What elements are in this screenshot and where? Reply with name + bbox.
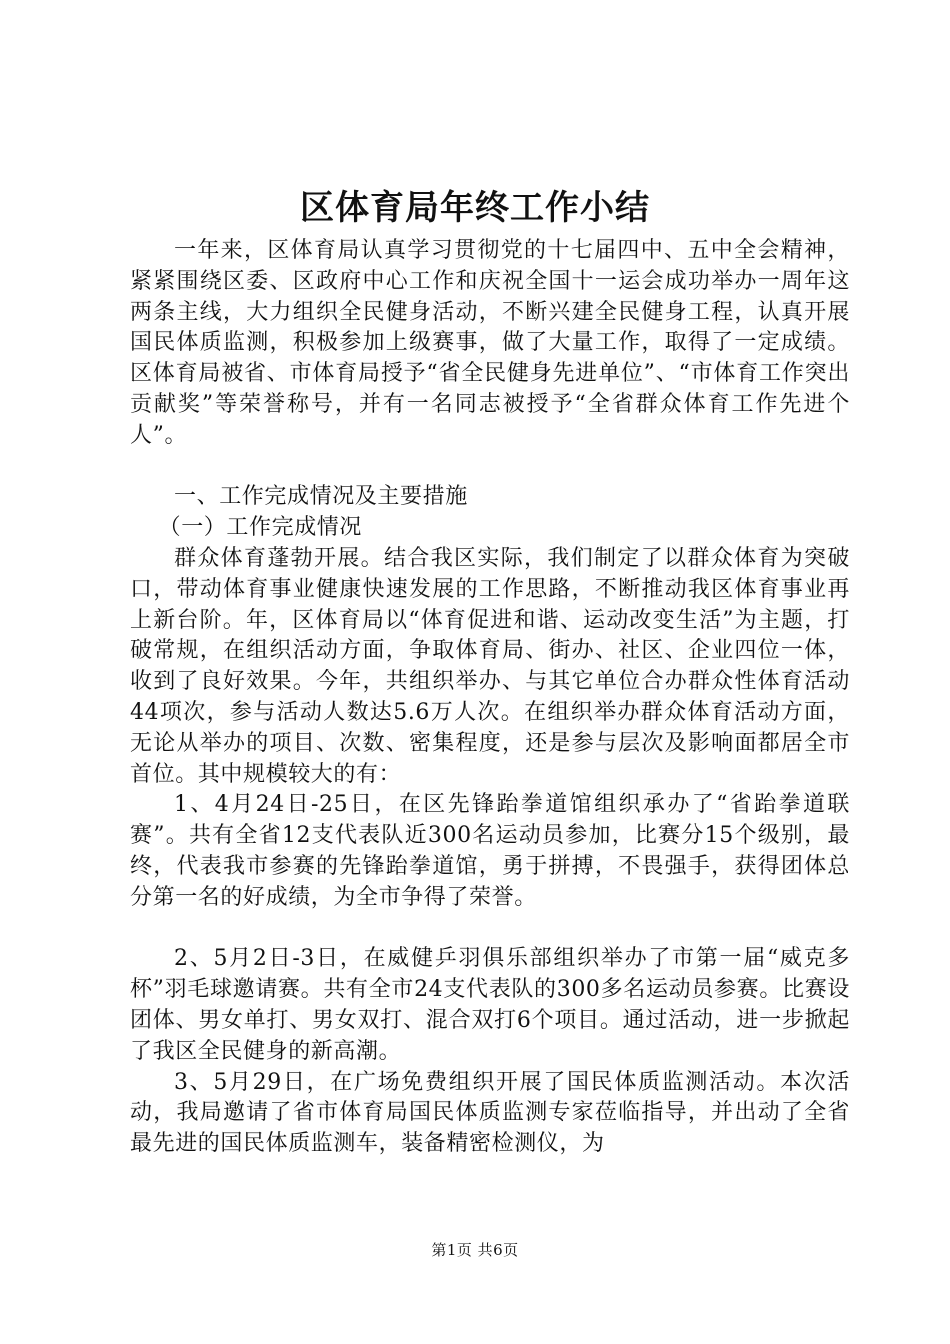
paragraph-gap [130, 452, 850, 483]
document-title: 区体育局年终工作小结 [300, 188, 650, 228]
subsection-heading: （一）工作完成情况 [158, 515, 362, 541]
list-item-2: 2、5月2日-3日，在威健乒羽俱乐部组织举办了市第一届“威克多杯”羽毛球邀请赛。共有全市24支代表队的300多名运动员参赛。比赛设团体、男女单打、男女双打、混合双打6个项目。通过活动，进一步掀起了我区全民健身的新高潮。 [130, 946, 850, 1064]
document-body [130, 236, 850, 1160]
intro-paragraph: 一年来，区体育局认真学习贯彻党的十七届四中、五中全会精神，紧紧围绕区委、区政府中心工作和庆祝全国十一运会成功举办一周年这两条主线，大力组织全民健身活动，不断兴建全民健身工程，认真开展国民体质监测，积极参加上级赛事，做了大量工作，取得了一定成绩。区体育局被省、市体育局授予“省全民健身先进单位”、“市体育工作突出贡献奖”等荣誉称号，并有一名同志被授予“全省群众体育工作先进个人”。 [130, 238, 850, 448]
paragraph-gap [130, 914, 850, 945]
list-item-3: 3、5月29日，在广场免费组织开展了国民体质监测活动。本次活动，我局邀请了省市体育局国民体质监测专家莅临指导，并出动了全省最先进的国民体质监测车，装备精密检测仪，为 [130, 1069, 850, 1157]
mass-sports-paragraph: 群众体育蓬勃开展。结合我区实际，我们制定了以群众体育为突破口，带动体育事业健康快速发展的工作思路，不断推动我区体育事业再上新台阶。年，区体育局以“体育促进和谐、运动改变生活”为主题，打破常规，在组织活动方面，争取体育局、街办、社区、企业四位一体，收到了良好效果。今年，共组织举办、与其它单位合办群众性体育活动44项次，参与活动人数达5.6万人次。在组织举办群众体育活动方面，无论从举办的项目、次数、密集程度，还是参与层次及影响面都居全市首位。其中规模较大的有： [130, 545, 850, 787]
page-footer: 第1页 共6页 [431, 1241, 519, 1259]
list-item-1: 1、4月24日-25日，在区先锋跆拳道馆组织承办了“省跆拳道联赛”。共有全省12支代表队近300名运动员参加，比赛分15个级别，最终，代表我市参赛的先锋跆拳道馆，勇于拼搏，不畏强手，获得团体总分第一名的好成绩，为全市争得了荣誉。 [130, 792, 850, 910]
section-heading: 一、工作完成情况及主要措施 [174, 484, 468, 510]
